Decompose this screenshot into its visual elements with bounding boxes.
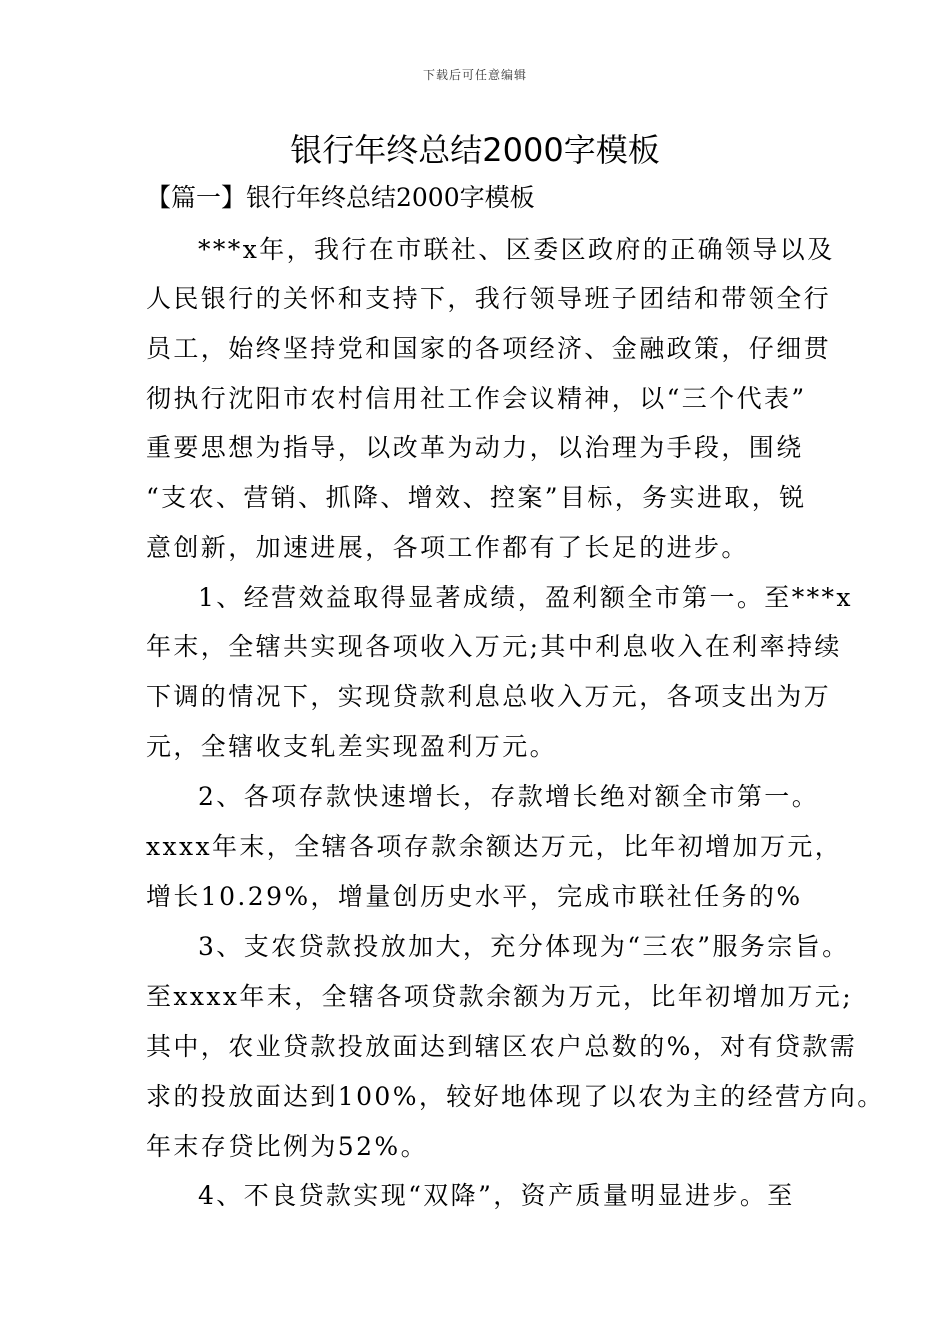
text-line: 员工，始终坚持党和国家的各项经济、金融政策，仔细贯	[146, 334, 832, 363]
text-line: xxxx年末，全辖各项存款余额达万元，比年初增加万元，	[146, 832, 843, 861]
text-line: 1、经营效益取得显著成绩，盈利额全市第一。至***x	[198, 583, 853, 612]
text-line: 增长10.29%，增量创历史水平，完成市联社任务的%	[146, 882, 803, 911]
text-line: 其中，农业贷款投放面达到辖区农户总数的%，对有贷款需	[146, 1032, 858, 1061]
document-title: 银行年终总结2000字模板	[290, 131, 660, 169]
section-subtitle: 【篇一】银行年终总结2000字模板	[146, 183, 535, 212]
text-line: 彻执行沈阳市农村信用社工作会议精神，以“三个代表”	[146, 384, 807, 413]
text-line: ***x年，我行在市联社、区委区政府的正确领导以及	[198, 235, 835, 264]
header-note: 下载后可任意编辑	[422, 68, 527, 82]
text-line: 年末存贷比例为52%。	[146, 1132, 428, 1161]
text-line: 4、不良贷款实现“双降”，资产质量明显进步。至	[198, 1181, 795, 1210]
text-line: 重要思想为指导，以改革为动力，以治理为手段，围绕	[146, 433, 804, 462]
text-line: 年末，全辖共实现各项收入万元;其中利息收入在利率持续	[146, 632, 842, 661]
text-line: 人民银行的关怀和支持下，我行领导班子团结和带领全行	[146, 284, 832, 313]
text-line: 下调的情况下，实现贷款利息总收入万元，各项支出为万	[146, 682, 832, 711]
text-line: 2、各项存款快速增长，存款增长绝对额全市第一。	[198, 782, 820, 811]
text-line: 求的投放面达到100%，较好地体现了以农为主的经营方向。	[146, 1082, 885, 1111]
text-line: 意创新，加速进展，各项工作都有了长足的进步。	[146, 533, 749, 562]
text-line: 至xxxx年末，全辖各项贷款余额为万元，比年初增加万元;	[146, 982, 854, 1011]
text-line: 元，全辖收支轧差实现盈利万元。	[146, 732, 558, 761]
text-line: “支农、营销、抓降、增效、控案”目标，务实进取，锐	[146, 483, 807, 512]
text-line: 3、支农贷款投放加大，充分体现为“三农”服务宗旨。	[198, 932, 850, 961]
